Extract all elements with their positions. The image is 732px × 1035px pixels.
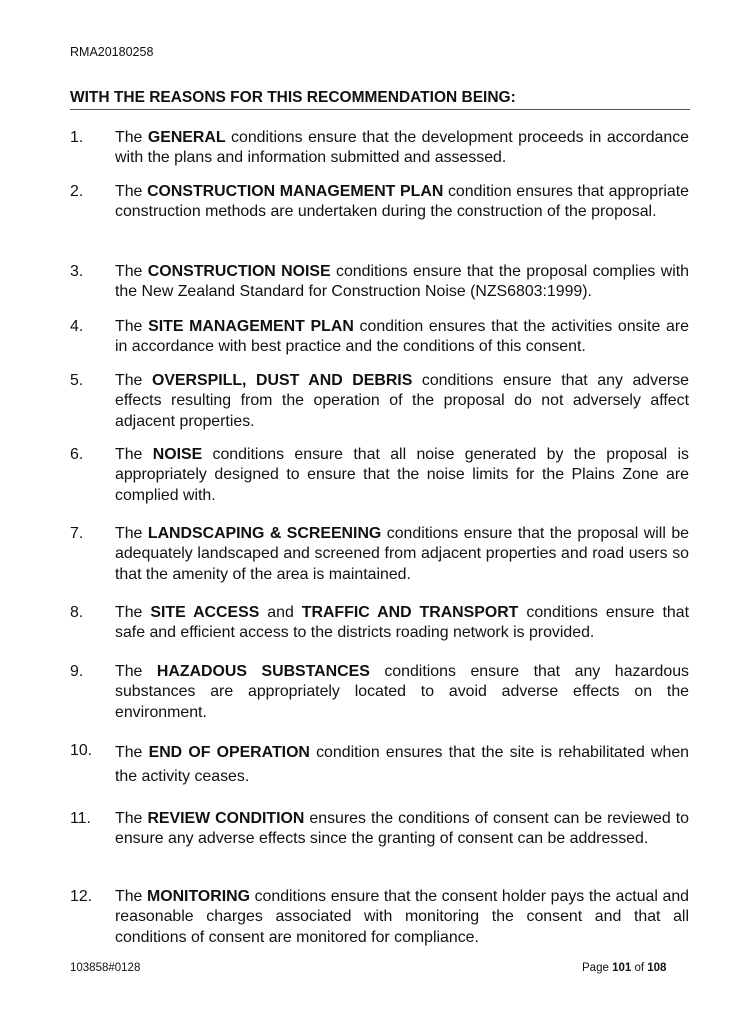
item-number: 1. (70, 129, 84, 146)
item-number: 4. (70, 318, 84, 335)
item-text: The NOISE conditions ensure that all noise generated by the proposal is appropriately designed to ensure that the noise limits for the Plains Zone are complied with. (115, 446, 690, 504)
item-text: The SITE MANAGEMENT PLAN condition ensures that the activities onsite are in accordance with best practice and the conditions of this consent. (115, 318, 689, 356)
item-text: The GENERAL conditions ensure that the development proceeds in accordance with the plans and information submitted and assessed. (115, 129, 689, 167)
list-item (70, 741, 689, 789)
item-number: 7. (70, 525, 84, 542)
item-number: 8. (70, 604, 84, 621)
item-number: 9. (70, 663, 84, 680)
item-text: The END OF OPERATION condition ensures that the site is rehabilitated when the activity ceases. (115, 744, 690, 785)
item-number: 3. (70, 263, 84, 280)
document-reference: RMA20180258 (70, 45, 154, 59)
list-item (70, 182, 689, 223)
item-number: 2. (70, 183, 84, 200)
item-number: 11. (70, 810, 91, 827)
list-item (70, 662, 689, 723)
item-text: The HAZADOUS SUBSTANCES conditions ensure that any hazardous substances are appropriately located to avoid adverse effects on the environment. (115, 663, 689, 721)
item-text: The CONSTRUCTION NOISE conditions ensure that the proposal complies with the New Zealand Standard for Construction Noise (NZS6803:1999). (115, 263, 689, 301)
item-text: The CONSTRUCTION MANAGEMENT PLAN condition ensures that appropriate construction methods are undertaken during the construction of the proposal. (115, 183, 690, 221)
list-item (70, 128, 689, 169)
footer-doc-number: 103858#0128 (70, 962, 141, 974)
list-item (70, 524, 689, 585)
item-number: 10. (70, 742, 93, 759)
list-item (70, 887, 689, 948)
item-text: The OVERSPILL, DUST AND DEBRIS conditions ensure that any adverse effects resulting from the operation of the proposal do not adversely affect adjacent properties. (115, 372, 690, 430)
item-text: The REVIEW CONDITION ensures the conditions of consent can be reviewed to ensure any adverse effects since the granting of consent can be addressed. (115, 810, 690, 848)
list-item (70, 262, 689, 303)
list-item (70, 603, 689, 644)
list-item (70, 809, 689, 850)
list-item (70, 445, 689, 506)
list-item (70, 371, 689, 432)
item-number: 5. (70, 372, 84, 389)
list-item (70, 317, 689, 358)
item-text: The SITE ACCESS and TRAFFIC AND TRANSPORT conditions ensure that safe and efficient access to the districts roading network is provided. (115, 604, 689, 642)
item-number: 12. (70, 888, 93, 905)
item-text: The LANDSCAPING & SCREENING conditions ensure that the proposal will be adequately landscaped and screened from adjacent properties and road users so that the amenity of the area is maintained. (115, 525, 689, 583)
section-heading: WITH THE REASONS FOR THIS RECOMMENDATION BEING: (70, 89, 690, 110)
footer-page-number: Page 101 of 108 (582, 962, 667, 974)
item-text: The MONITORING conditions ensure that the consent holder pays the actual and reasonable charges associated with monitoring the consent and that all conditions of consent are monitored for compliance. (115, 888, 690, 946)
item-number: 6. (70, 446, 84, 463)
